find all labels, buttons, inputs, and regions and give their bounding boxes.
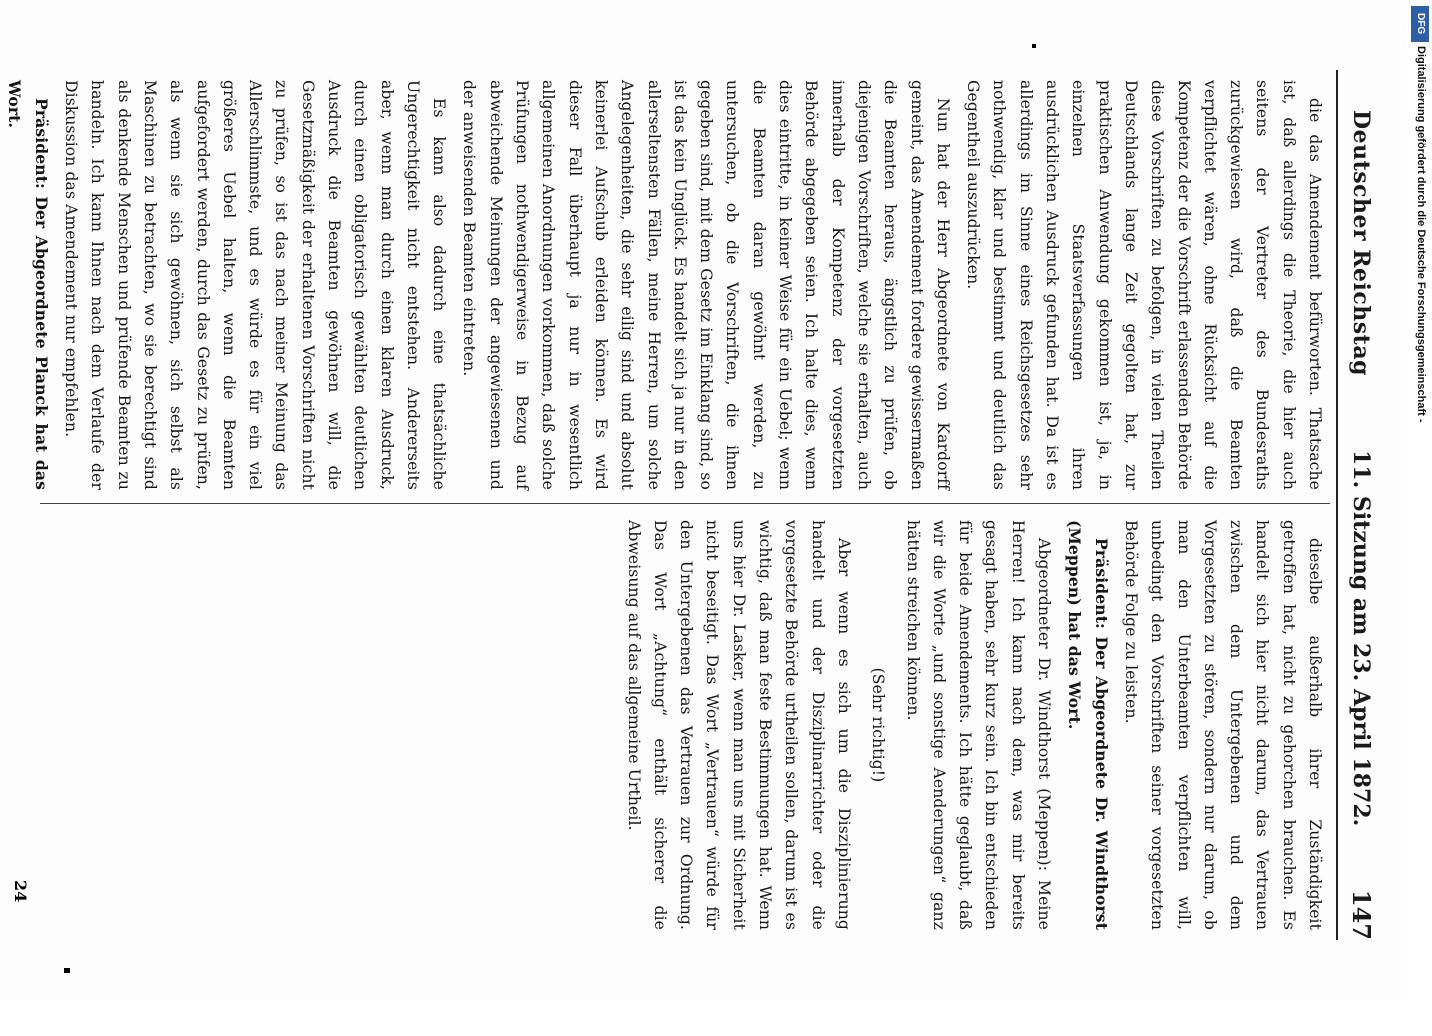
paragraph: die das Amendement befürworten. Thatsache ist, daß allerdings die Theorie, die hier auch seitens der Vertreter des Bundesraths zurückgewiesen wird, daß die Beamten verpflichtet wären, ohne Rücksicht auf die Kompetenz der die Vorschrift erlassenden Behörde diese Vorschriften zu befolgen, in vielen Theilen Deutschlands lange Zeit gegolten hat, zur praktischen Anwendung gekommen ist, ja, in einzelnen Staatsverfassungen ihren ausdrücklichen Ausdruck gefunden hat. Da ist es allerdings im Sinne eines Reichsgesetzes sehr nothwendig, klar und bestimmt und deutlich das Gegentheil auszudrücken.: [964, 80, 1324, 490]
scan-speck: [64, 968, 70, 973]
speaker-line: Präsident: Der Abgeordnete Planck hat das Wort.: [5, 80, 51, 490]
header-session-title: 11. Sitzung am 23. April 1872.: [1348, 450, 1374, 827]
paragraph: Aber wenn es sich um die Disziplinierung handelt und der Disziplinarrichter oder die vorgesetzte Behörde urtheilen sollen, darum ist es wichtig, daß man feste Bestimmungen hat. Wenn uns hier Dr. Lasker, wenn man uns mit Sicherheit nicht beseitigt. Das Wort „Vertrauen“ würde für den Untergebenen das Vertrauen zur Ordnung. Das Wort „Achtung“ enthält sicherer die Abweisung auf das allgemeine Urtheil.: [624, 520, 853, 930]
paragraph: dieselbe außerhalb ihrer Zuständigkeit getroffen hat, nicht zu gehorchen brauchen. Es handelt sich hier nicht darum, das Vertrauen zwischen dem Untergebenen und dem Vorgesetzten zu stören, sondern nur darum, ob man den Unterbeamten verpflichten will, unbedingt den Vorschriften seiner vorgesetzten Behörde Folge zu leisten.: [1121, 520, 1324, 930]
page-header: [1332, 70, 1392, 940]
left-text-column: [5, 80, 1328, 490]
header-rule: [1336, 70, 1338, 940]
paragraph: Abgeordneter Dr. Windthorst (Meppen): Meine Herren! Ich kann nach dem, was mir bereits gesagt haben, sehr kurz sein. Ich bin entschieden für beide Amendements. Ich hätte geglaubt, daß wir die Worte „und sonstige Aenderungen“ ganz hätten streichen können.: [903, 520, 1054, 930]
dfg-attribution: Digitalisierung gefördert durch die Deutsche Forschungsgemeinschaft -: [1415, 46, 1427, 423]
paragraph: Es kann also dadurch eine thatsächliche Ungerechtigkeit nicht entstehen. Andererseits aber, wenn man durch einen klaren Ausdruck, durch einen obligatorisch gewählten deutlichen Ausdruck die Beamten gewöhnen will, die Gesetzmäßigkeit der erhaltenen Vorschriften nicht zu prüfen, so ist das nach meiner Meinung das Allerschlimmste, und es würde es für ein viel größeres Uebel halten, wenn die Beamten aufgefordert werden, durch das Gesetz zu prüfen, als wenn sie sich gewöhnen, sich selbst als Maschinen zu betrachten, wo sie berechtigt sind als denkende Menschen und prüfende Beamten zu handeln. Ich kann Ihnen nach dem Verlaufe der Diskussion das Amendement nur empfehlen.: [62, 80, 449, 490]
signature-mark: 24: [11, 880, 30, 903]
scan-speck: [1032, 44, 1036, 48]
column-divider: [40, 503, 1330, 504]
page-number: 147: [1347, 889, 1376, 940]
dfg-logo: DFG: [1411, 6, 1429, 42]
header-publication-title: Deutscher Reichstag: [1348, 110, 1374, 376]
paragraph: Nun hat der Herr Abgeordnete von Kardorff gemeint, das Amendement fordere gewissermaßen die Beamten heraus, ängstlich zu prüfen, ob diejenigen Vorschriften, welche sie erhalten, auch innerhalb der Kompetenz der vorgesetzten Behörde abgegeben seien. Ich halte dies, wenn dies eintritte, in keiner Weise für ein Uebel; wenn die Beamten daran gewöhnt werden, zu untersuchen, ob die Vorschriften, die ihnen gegeben sind, mit dem Gesetz im Einklang sind, so ist das kein Unglück. Es handelt sich ja nur in den allerseltensten Fällen, meine Herren, um solche Angelegenheiten, die sehr eilig sind und absolut keinerlei Aufschub erleiden können. Es wird dieser Fall überhaupt ja nur in wesentlich allgemeinen Anordnungen vorkommen, daß solche Prüfungen nothwendigerweise in Bezug auf abweichende Meinungen der angewiesenen und der anweisenden Beamten eintreten.: [460, 80, 952, 490]
speaker-line: Präsident: Der Abgeordnete Dr. Windthorst (Meppen) hat das Wort.: [1065, 520, 1111, 930]
right-text-column: [38, 520, 1328, 930]
interjection: (Sehr richtig!): [869, 667, 888, 783]
